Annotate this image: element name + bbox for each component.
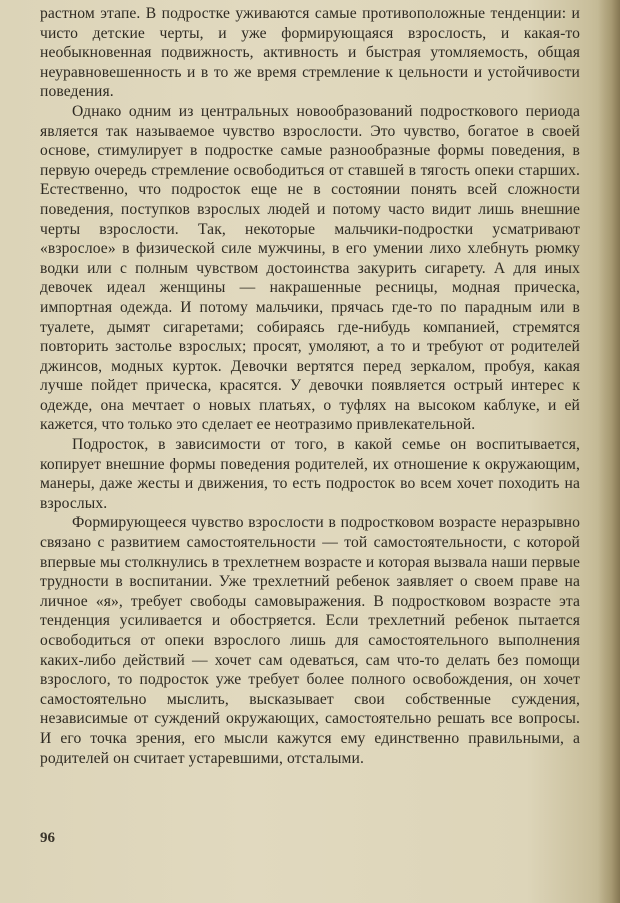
page-binding-edge <box>598 0 620 903</box>
paragraph-continued: растном этапе. В подростке уживаются самые противоположные тенденции: и чисто детские черты, и уже формирующаяся взрослость, и какая-то необыкновенная подвижность, активность и быстрая утомляемость, общая неуравновешенность и в то же время стремление к цельности и устойчивости поведения. <box>40 5 580 101</box>
paragraph-independence: Формирующееся чувство взрослости в подростковом возрасте неразрывно связано с развитием самостоятельности — той самостоятельности, с которой впервые мы столкнулись в трехлетнем возрасте и которая вызвала наши первые трудности в воспитании. Уже трехлетний ребенок заявляет о своем праве на личное «я», требует свободы самовыражения. В подростковом возрасте эта тенденция усиливается и обостряется. Если трехлетний ребенок пытается освободиться от опеки взрослого лишь для самостоятельного выполнения каких-либо действий — хочет сам одеваться, сам что-то делать без помощи взрослого, то подросток уже требует более полного освобождения, он хочет самостоятельно мыслить, высказывает свои собственные суждения, независимые от суждений окружающих, самостоятельно решать все вопросы. И его точка зрения, его мысли кажутся ему единственно правильными, а родителей он считает устаревшими, отсталыми. <box>40 514 580 767</box>
paragraph-feeling-of-adulthood: Однако одним из центральных новообразований подросткового периода является так называемое чувство взрослости. Это чувство, богатое в своей основе, стимулирует в подростке самые разнообразные формы поведения, в первую очередь стремление освободиться от ставшей в тягость опеки старших. Естественно, что подросток еще не в состоянии понять всей сложности поведения, поступков взрослых людей и потому часто видит лишь внешние черты взрослости. Так, некоторые мальчики-подростки усматривают «взрослое» в физической силе мужчины, в его умении лихо хлебнуть рюмку водки или с полным чувством достоинства закурить сигарету. А для иных девочек идеал женщины — накрашенные ресницы, модная прическа, импортная одежда. И потому мальчики, прячась где-то по парадным или в туалете, дымят сигаретами; собираясь где-нибудь компанией, стремятся повторить застолье взрослых; просят, умоляют, а то и требуют от родителей джинсов, модных курток. Девочки вертятся перед зеркалом, пробуя, какая лучше пойдет прическа, красятся. У девочки появляется острый интерес к одежде, она мечтает о новых платьях, о туфлях на высоком каблуке, и ей кажется, что только это сделает ее неотразимо привлекательной. <box>40 102 580 434</box>
body-text <box>40 4 580 768</box>
page-number: 96 <box>40 830 55 846</box>
paragraph-copying-parents: Подросток, в зависимости от того, в какой семье он воспитывается, копирует внешние формы поведения родителей, их отношение к окружающим, манеры, даже жесты и движения, то есть подросток во всем хочет походить на взрослых. <box>40 436 580 512</box>
